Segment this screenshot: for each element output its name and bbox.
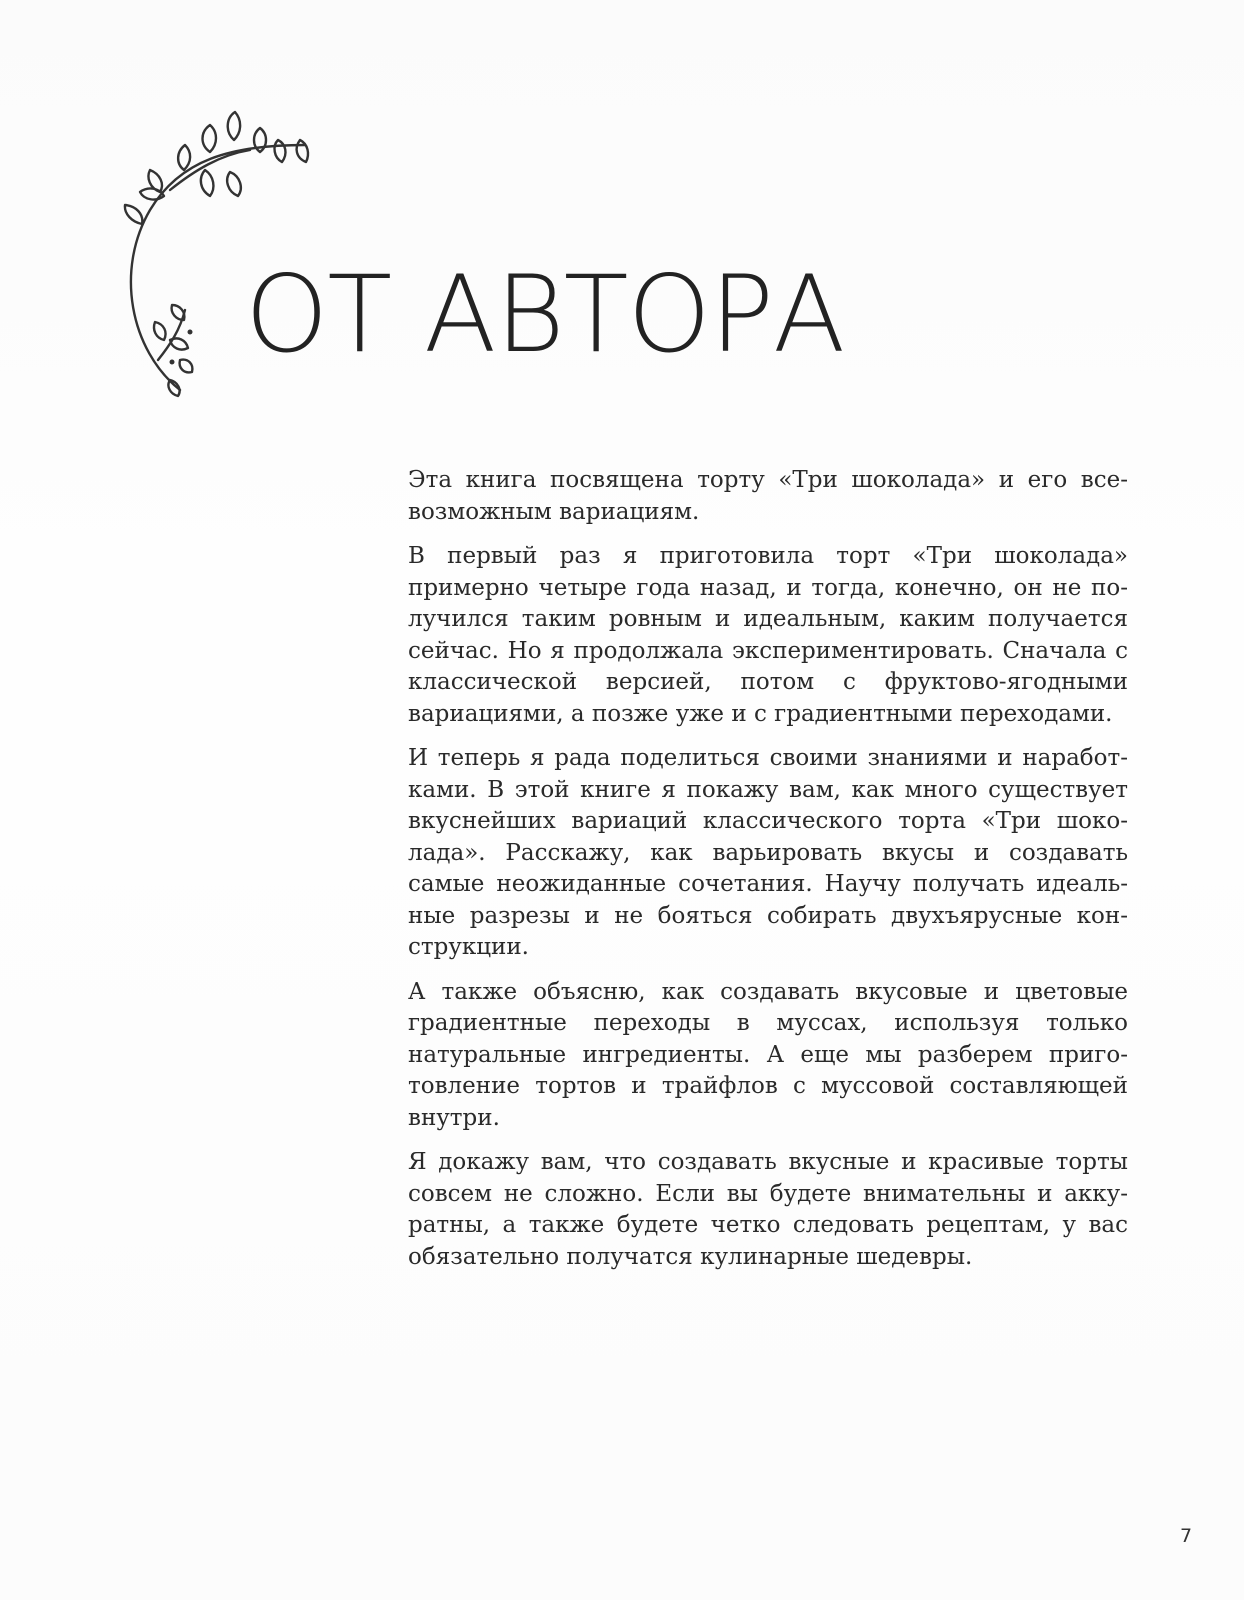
paragraph: Я докажу вам, что создавать вкусные и красивые торты совсем не сложно. Если вы будете внимательны и аккуратны, а также будете четко следовать рецептам, у вас обязательно получатся кулинарные шедевры. bbox=[408, 1149, 1128, 1270]
paragraph: И теперь я рада поделиться своими знаниями и наработками. В этой книге я покажу вам, как много существует вкуснейших вариаций классического торта «Три шоколада». Расскажу, как варьировать вкусы и создавать самые неожиданные сочетания. Научу получать идеальные разрезы и не бояться собирать двухъярусные конструкции. bbox=[408, 745, 1128, 960]
paragraph: В первый раз я приготовила торт «Три шоколада» примерно четыре года назад, и тогда, конечно, он не получился таким ровным и идеальным, каким получается сейчас. Но я продолжала экспериментировать. Сначала с классической версией, потом с фруктово-ягодными вариациями, а позже уже и с градиентными переходами. bbox=[408, 543, 1128, 727]
paragraph: А также объясню, как создавать вкусовые и цветовые градиентные переходы в муссах, используя только натуральные ингредиенты. А еще мы разберем приготовление тортов и трайфлов с муссовой составляющей внутри. bbox=[408, 978, 1128, 1131]
page-number: 7 bbox=[1180, 1525, 1193, 1547]
body-text bbox=[408, 465, 1128, 1286]
paragraph: Эта книга посвящена торту «Три шоколада» и его всевозможным вариациям. bbox=[408, 467, 1128, 525]
page-title: ОТ АВТОРА bbox=[245, 253, 845, 376]
